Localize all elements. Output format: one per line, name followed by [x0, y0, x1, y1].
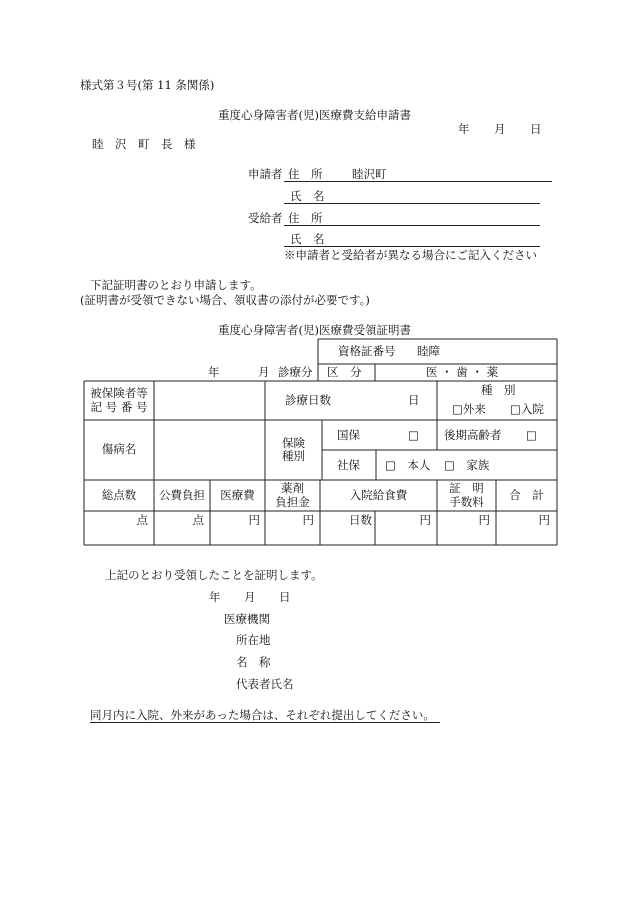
- treatment-days-label: 診療日数: [285, 393, 331, 407]
- outpatient-checkbox[interactable]: □外来: [452, 402, 486, 416]
- recipient-label: 受給者: [248, 211, 283, 225]
- self-checkbox[interactable]: □ 本人: [385, 458, 431, 472]
- qualification-label: 資格証番号: [338, 344, 396, 358]
- col-public-burden: [154, 480, 210, 511]
- unit-public-burden[interactable]: 点: [192, 513, 204, 527]
- treatment-category-label: 診療分: [278, 365, 313, 379]
- col-drug-burden: [265, 480, 320, 511]
- applicant-label: 申請者: [248, 167, 283, 181]
- certificate-title: 重度心身障害者(児)医療費受領証明書: [218, 323, 411, 337]
- qualification-value[interactable]: 睦障: [417, 344, 440, 358]
- insurance-type-line1: 保険: [282, 435, 305, 450]
- unit-drug-burden[interactable]: 円: [302, 513, 314, 527]
- col-total-text: 合 計: [509, 487, 544, 502]
- col-inpatient-meal: [320, 480, 437, 511]
- footer-note: 同月内に入院、外来があった場合は、それぞれ提出してください。: [90, 708, 435, 722]
- col-inpatient-meal-text: 入院給食費: [349, 487, 408, 502]
- insured-code-label-line1: 被保険者等: [90, 386, 148, 401]
- insured-code-label: [84, 381, 154, 420]
- col-drug-line1: 薬剤: [281, 481, 304, 496]
- request-line-1: 下記証明書のとおり申請します。: [90, 278, 262, 292]
- elderly-checkbox[interactable]: □: [526, 428, 537, 442]
- unit-total[interactable]: 円: [538, 513, 550, 527]
- col-cert-fee-line2: 手数料: [449, 494, 484, 509]
- applicant-name-label: 氏 名: [290, 189, 325, 203]
- recipient-name-label: 氏 名: [290, 232, 325, 246]
- col-cert-fee-line1: 証 明: [449, 481, 484, 496]
- treatment-days-unit: 日: [408, 393, 420, 407]
- col-medical-fee-text: 医療費: [220, 487, 255, 502]
- date-year: 年: [458, 122, 470, 136]
- disease-label-text: 傷病名: [101, 442, 137, 457]
- unit-meal-yen[interactable]: 円: [419, 513, 431, 527]
- addressee: 睦 沢 町 長 様: [92, 137, 196, 151]
- col-public-burden-text: 公費負担: [159, 487, 205, 502]
- cert-date-year: 年: [208, 365, 220, 379]
- name-label: 名 称: [236, 655, 271, 669]
- date-day: 日: [530, 122, 542, 136]
- date-month: 月: [494, 122, 506, 136]
- form-number: 様式第３号(第 11 条関係): [80, 78, 215, 92]
- type-label: 種 別: [481, 383, 516, 397]
- shaho-label: 社保: [337, 458, 360, 472]
- kokuho-checkbox[interactable]: □: [408, 428, 419, 442]
- attestation-year: 年: [209, 590, 221, 604]
- recipient-note: ※申請者と受給者が異なる場合にご記入ください: [284, 248, 537, 262]
- col-drug-line2: 負担金: [275, 494, 310, 509]
- col-cert-fee: [437, 480, 496, 511]
- location-label: 所在地: [236, 633, 271, 647]
- unit-days[interactable]: 日数: [349, 513, 372, 527]
- category-label: 区 分: [327, 365, 362, 379]
- col-total: [496, 480, 557, 511]
- col-medical-fee: [210, 480, 265, 511]
- category-value[interactable]: 医 ・ 歯 ・ 薬: [426, 365, 499, 379]
- col-total-points: [84, 480, 154, 511]
- form-title: 重度心身障害者(児)医療費支給申請書: [218, 108, 411, 122]
- institution-label: 医療機関: [224, 612, 270, 626]
- insurance-type-line2: 種別: [282, 449, 305, 463]
- representative-label: 代表者氏名: [236, 677, 294, 691]
- kokuho-label: 国保: [337, 428, 360, 442]
- inpatient-checkbox[interactable]: □入院: [510, 402, 544, 416]
- attestation-day: 日: [279, 590, 291, 604]
- disease-field[interactable]: [155, 421, 264, 479]
- col-total-points-text: 総点数: [101, 487, 137, 502]
- cert-date-month: 月: [258, 365, 270, 379]
- applicant-address-label: 住 所: [288, 167, 323, 181]
- insured-code-label-line2: 記 号 番 号: [90, 399, 148, 414]
- disease-label: [84, 420, 154, 480]
- insured-code-field[interactable]: [155, 382, 264, 419]
- request-line-2: (証明書が受領できない場合、領収書の添付が必要です。): [80, 293, 370, 307]
- unit-medical-fee[interactable]: 円: [248, 513, 260, 527]
- applicant-address-value[interactable]: 睦沢町: [352, 167, 387, 181]
- insurance-type-label: [265, 420, 322, 480]
- recipient-address-label: 住 所: [288, 211, 323, 225]
- family-checkbox[interactable]: □ 家族: [444, 458, 490, 472]
- attestation-month: 月: [244, 590, 256, 604]
- attestation-statement: 上記のとおり受領したことを証明します。: [105, 568, 323, 582]
- footer-note-underline: [90, 722, 440, 723]
- unit-cert-fee[interactable]: 円: [478, 513, 490, 527]
- elderly-label: 後期高齢者: [444, 428, 502, 442]
- unit-total-points[interactable]: 点: [136, 513, 148, 527]
